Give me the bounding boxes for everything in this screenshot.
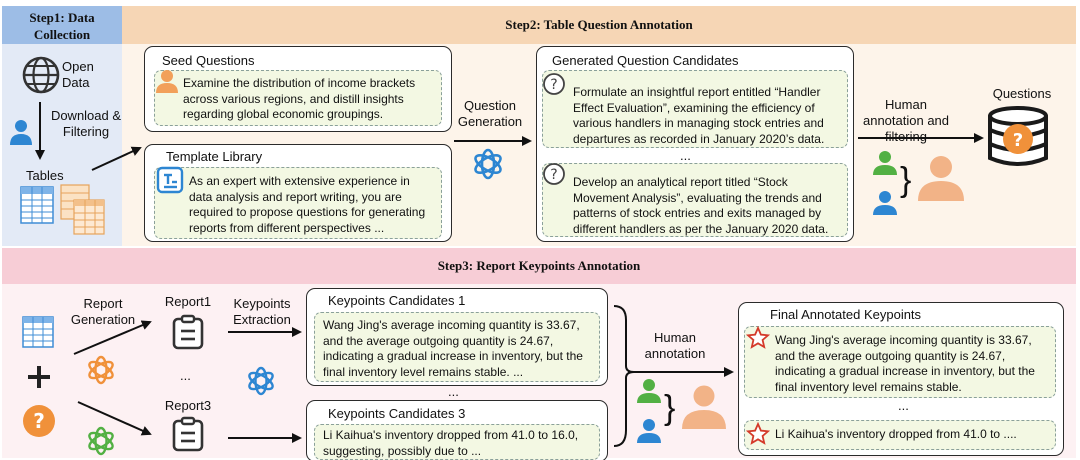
final-keypoints-title: Final Annotated Keypoints <box>770 307 922 322</box>
reports-ellipsis: ... <box>180 368 191 383</box>
svg-text:?: ? <box>1012 130 1024 151</box>
template-library-title: Template Library <box>166 149 263 164</box>
step1-header: Step1: Data Collection <box>2 6 122 44</box>
question-candidate-1: Formulate an insightful report entitled “Handler Effect Evaluation”, examining the efficiency of various handlers in managing stock entries and departures as recorded in January 2020’s data. <box>542 70 848 148</box>
questions-label: Questions <box>992 86 1052 101</box>
brace-icon: } <box>664 389 676 427</box>
seed-questions-title: Seed Questions <box>162 53 255 68</box>
final-keypoint-2: Li Kaihua's inventory dropped from 41.0 to .... <box>744 420 1056 450</box>
keypoints-candidates-1-text: Wang Jing's average incoming quantity is 33.67, and the average outgoing quantity is 24.67, indicating a gradual increase in inventory, but the final inventory level remains stable. ... <box>314 312 600 382</box>
download-filtering-label: Download & Filtering <box>50 108 122 139</box>
generated-candidates-title: Generated Question Candidates <box>552 53 739 68</box>
human-annotation-filtering-label: Human annotation and filtering <box>862 97 950 144</box>
tables-label: Tables <box>26 168 64 183</box>
svg-text:?: ? <box>550 167 558 183</box>
question-generation-label: Question Generation <box>457 98 523 129</box>
open-data-label: Open Data <box>62 59 94 90</box>
brace-icon: } <box>900 161 912 199</box>
template-library-text: As an expert with extensive experience in data analysis and report writing, you are required to propose questions for generating reports from different perspectives ... <box>154 167 442 239</box>
keypoints-candidates-3-text: Li Kaihua's inventory dropped from 41.0 to 16.0, suggesting, possibly due to ... <box>314 424 600 460</box>
merge-bracket <box>614 306 634 446</box>
candidates-ellipsis: ... <box>680 148 691 163</box>
report3-label: Report3 <box>164 398 212 413</box>
report-generation-label: Report Generation <box>70 296 136 327</box>
report1-label: Report1 <box>164 294 212 309</box>
step3-header: Step3: Report Keypoints Annotation <box>2 248 1076 284</box>
final-keypoint-1: Wang Jing's average incoming quantity is 33.67, and the average outgoing quantity is 24.67, indicating a gradual increase in inventory, but the final inventory level remains stable. <box>744 326 1056 398</box>
keypoints-ellipsis: ... <box>448 384 459 399</box>
arrow-report1-generation <box>74 322 150 354</box>
svg-text:?: ? <box>33 409 45 433</box>
keypoints-extraction-label: Keypoints Extraction <box>233 296 291 327</box>
final-keypoints-ellipsis: ... <box>898 398 909 413</box>
question-candidate-2: Develop an analytical report titled “Stock Movement Analysis”, evaluating the trends and patterns of stock entries and exits managed by different handlers as per the January 2020 data. <box>542 163 848 237</box>
arrow-report3-generation <box>78 402 150 434</box>
svg-text:?: ? <box>550 77 558 93</box>
keypoints-candidates-1-title: Keypoints Candidates 1 <box>328 293 466 308</box>
arrow-tables-to-step2 <box>92 148 140 170</box>
seed-question-text: Examine the distribution of income brackets across various regions, and distill insights regarding global economic groupings. <box>154 70 442 126</box>
human-annotation-label: Human annotation <box>644 330 706 361</box>
step2-header: Step2: Table Question Annotation <box>122 6 1076 44</box>
keypoints-candidates-3-title: Keypoints Candidates 3 <box>328 406 466 421</box>
